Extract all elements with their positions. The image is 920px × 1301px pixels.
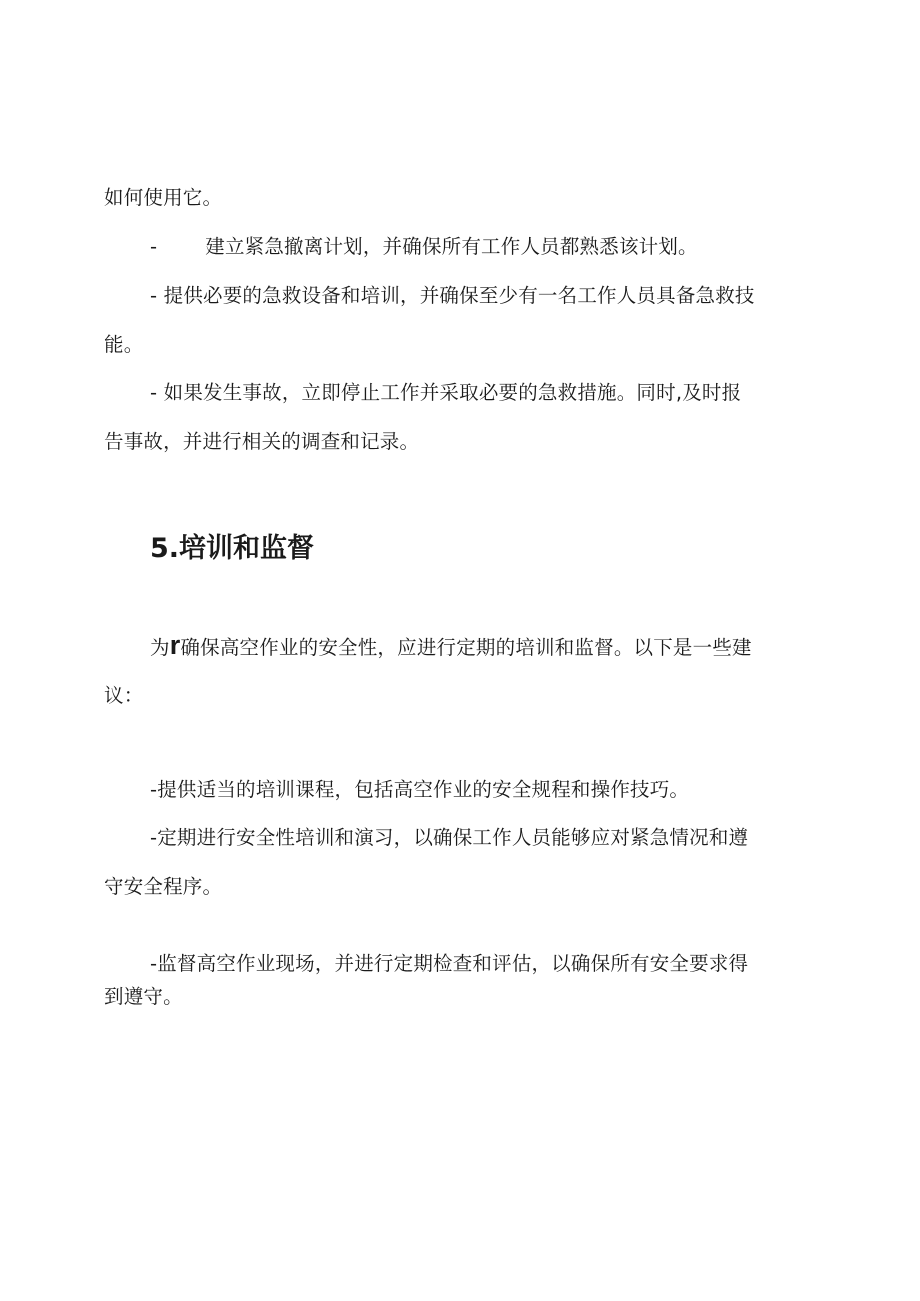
drill-item-line2: 守安全程序。 <box>104 875 223 898</box>
training-course-item: -提供适当的培训课程，包括高空作业的安全规程和操作技巧。 <box>150 778 690 801</box>
section-intro-line2: 议： <box>104 684 144 707</box>
evacuation-plan-item <box>150 235 698 259</box>
first-aid-item-line2: 能。 <box>104 333 144 356</box>
supervision-item-line2: 到遵守。 <box>104 985 183 1008</box>
section-heading: 5.培训和监督 <box>150 533 315 564</box>
accident-item-line1: - 如果发生事故，立即停止工作并采取必要的急救措施。同时,及时报 <box>150 381 742 404</box>
intro-start: 为 <box>150 636 170 659</box>
first-aid-item-line1: - 提供必要的急救设备和培训，并确保至少有一名工作人员具备急救技 <box>150 284 755 307</box>
supervision-item-line1: -监督高空作业现场，并进行定期检查和评估，以确保所有安全要求得 <box>150 952 749 975</box>
dash-marker: - <box>150 235 158 258</box>
intro-rest: 确保高空作业的安全性，应进行定期的培训和监督。以下是一些建 <box>180 636 752 659</box>
stray-glyph: r <box>169 630 181 660</box>
evacuation-plan-text: 建立紧急撤离计划，并确保所有工作人员都熟悉该计划。 <box>205 235 698 258</box>
section-intro-line1 <box>150 630 752 660</box>
accident-item-line2: 告事故，并进行相关的调查和记录。 <box>104 430 420 453</box>
paragraph-continuation: 如何使用它。 <box>104 186 223 209</box>
drill-item-line1: -定期进行安全性培训和演习，以确保工作人员能够应对紧急情况和遵 <box>150 826 749 849</box>
